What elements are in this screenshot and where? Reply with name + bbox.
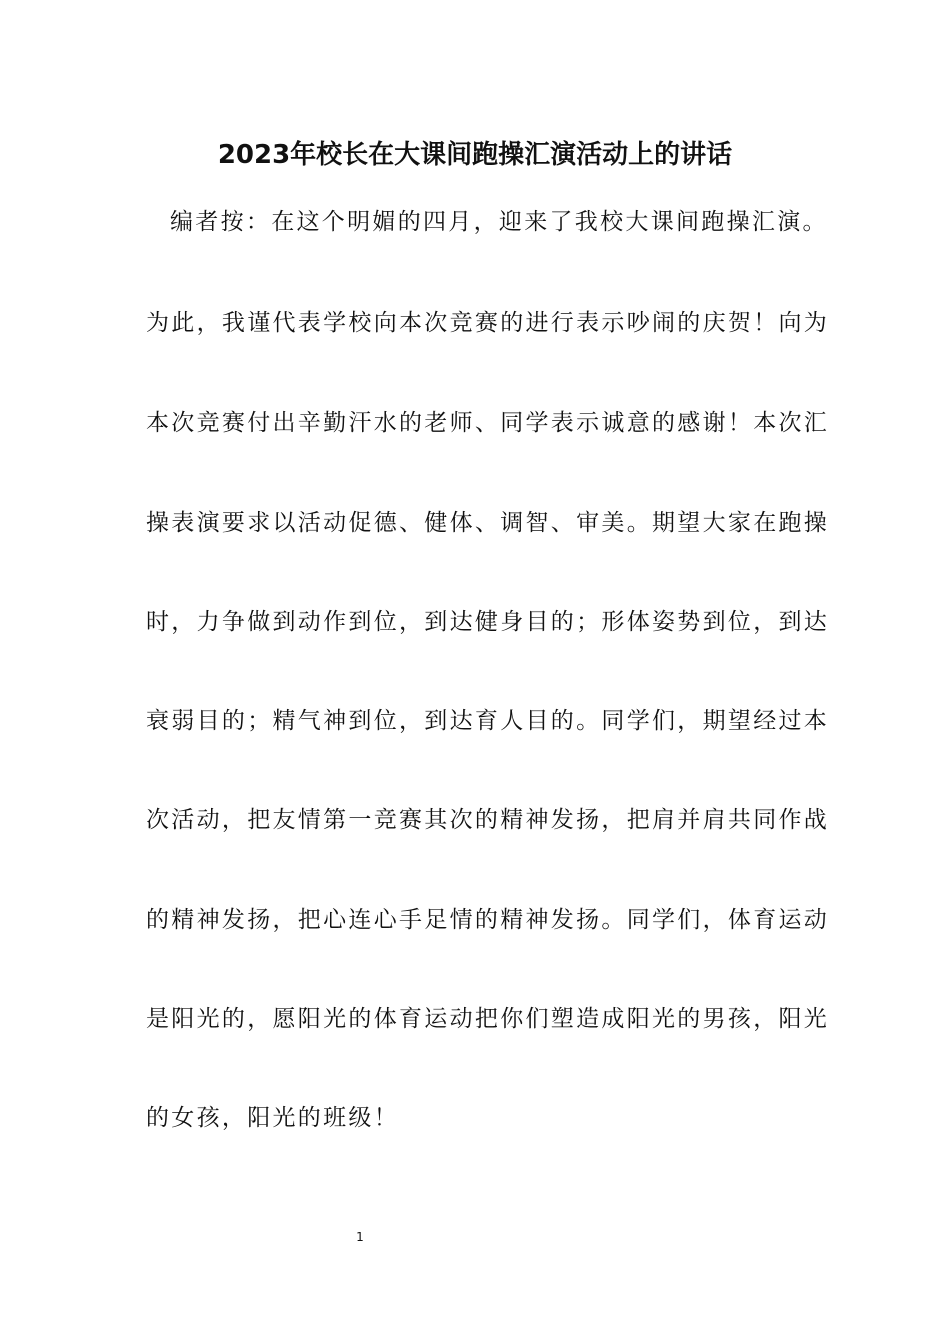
body-line-7: 次活动，把友情第一竞赛其次的精神发扬，把肩并肩共同作战	[146, 807, 830, 833]
body-line-6: 衰弱目的；精气神到位，到达育人目的。同学们，期望经过本	[146, 708, 830, 734]
body-line-9: 是阳光的，愿阳光的体育运动把你们塑造成阳光的男孩，阳光	[146, 1006, 830, 1032]
body-line-10: 的女孩，阳光的班级！	[146, 1105, 399, 1131]
body-line-5: 时，力争做到动作到位，到达健身目的；形体姿势到位，到达	[146, 609, 830, 635]
page-number: 1	[356, 1230, 364, 1244]
body-line-4: 操表演要求以活动促德、健体、调智、审美。期望大家在跑操	[146, 510, 830, 536]
body-line-1: 编者按：在这个明媚的四月，迎来了我校大课间跑操汇演。	[170, 209, 828, 235]
body-line-2: 为此，我谨代表学校向本次竞赛的进行表示吵闹的庆贺！向为	[146, 310, 830, 336]
body-line-3: 本次竞赛付出辛勤汗水的老师、同学表示诚意的感谢！本次汇	[146, 410, 830, 436]
document-title: 2023年校长在大课间跑操汇演活动上的讲话	[217, 140, 733, 170]
body-line-8: 的精神发扬，把心连心手足情的精神发扬。同学们，体育运动	[146, 907, 830, 933]
